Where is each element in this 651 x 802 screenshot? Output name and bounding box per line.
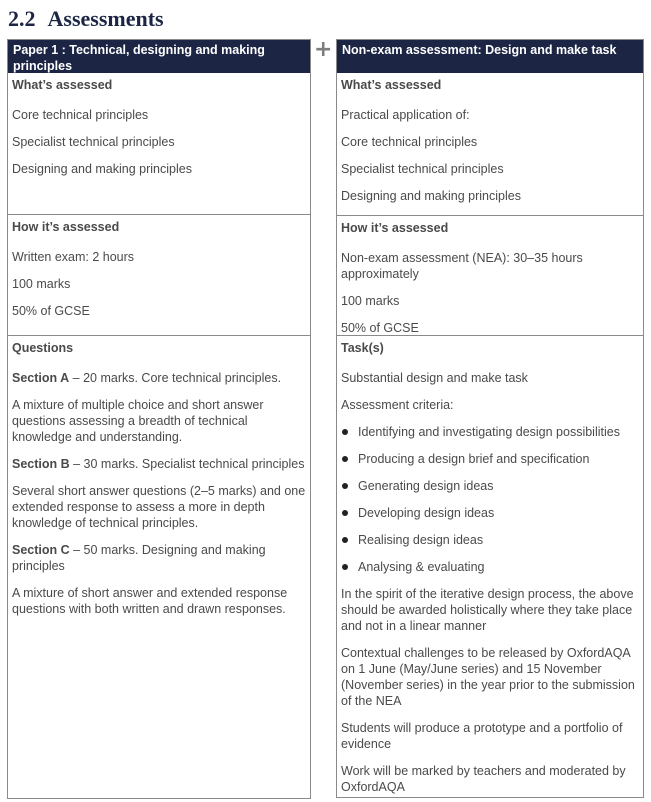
list-item: Designing and making principles xyxy=(12,162,192,176)
nea-how-assessed xyxy=(337,216,643,336)
section-title: How it’s assessed xyxy=(12,220,120,234)
criteria-item: Generating design ideas xyxy=(337,478,643,494)
section-b-text: – 30 marks. Specialist technical principles xyxy=(69,457,305,471)
section-a-desc: A mixture of multiple choice and short answer questions assessing a breadth of technical knowledge and understanding. xyxy=(12,398,264,444)
section-title: How it’s assessed xyxy=(341,221,449,235)
list-item: Core technical principles xyxy=(341,135,478,149)
section-number: 2.2 xyxy=(8,6,36,31)
paper1-header: Paper 1 : Technical, designing and making principles xyxy=(8,40,310,73)
list-item: Designing and making principles xyxy=(341,189,521,203)
paper1-questions xyxy=(8,336,310,617)
list-item: Specialist technical principles xyxy=(12,135,175,149)
criteria-item: Realising design ideas xyxy=(337,532,643,548)
nea-whats-assessed xyxy=(337,73,643,216)
task-note: In the spirit of the iterative design process, the above should be awarded holistically where they take place and not in a linear manner xyxy=(341,587,634,633)
section-title: What’s assessed xyxy=(12,78,113,92)
nea-header: Non-exam assessment: Design and make task xyxy=(337,40,643,73)
paper1-column xyxy=(7,39,311,799)
plus-icon: + xyxy=(314,37,333,62)
paper1-whats-assessed xyxy=(8,73,310,215)
section-c-line xyxy=(8,542,310,574)
section-b-desc: Several short answer questions (2–5 marks) and one extended response to assess a more in depth knowledge of technical principles. xyxy=(12,484,306,530)
list-item: 50% of GCSE xyxy=(341,321,419,335)
list-item: Practical application of: xyxy=(341,108,470,122)
list-item: 100 marks xyxy=(341,294,400,308)
task-note: Contextual challenges to be released by OxfordAQA on 1 June (May/June series) and 15 November (November series) in the year prior to the submission of the NEA xyxy=(341,646,635,708)
section-b-line xyxy=(8,456,310,472)
list-item: Non-exam assessment (NEA): 30–35 hours approximately xyxy=(341,251,583,281)
section-a-line xyxy=(8,370,310,386)
criteria-item: Producing a design brief and specification xyxy=(337,451,643,467)
task-note: Work will be marked by teachers and moderated by OxfordAQA xyxy=(341,764,626,794)
criteria-item: Identifying and investigating design possibilities xyxy=(337,424,643,440)
list-item: Specialist technical principles xyxy=(341,162,504,176)
nea-tasks xyxy=(337,336,643,795)
criteria-item: Developing design ideas xyxy=(337,505,643,521)
list-item: Written exam: 2 hours xyxy=(12,250,135,264)
section-c-text: – 50 marks. Designing and making principles xyxy=(12,543,266,573)
section-title: Questions xyxy=(12,341,74,355)
list-item: Core technical principles xyxy=(12,108,149,122)
section-c-label: Section C xyxy=(12,543,70,557)
section-b-label: Section B xyxy=(12,457,70,471)
list-item: 100 marks xyxy=(12,277,71,291)
task-note: Students will produce a prototype and a portfolio of evidence xyxy=(341,721,623,751)
paper1-how-assessed xyxy=(8,215,310,336)
task-intro: Substantial design and make task xyxy=(341,371,528,385)
section-title: What’s assessed xyxy=(341,78,442,92)
page-title xyxy=(8,6,164,32)
criteria-item: Analysing & evaluating xyxy=(337,559,643,575)
section-a-label: Section A xyxy=(12,371,70,385)
section-c-desc: A mixture of short answer and extended response questions with both written and drawn responses. xyxy=(12,586,288,616)
criteria-label: Assessment criteria: xyxy=(341,398,454,412)
section-heading: Assessments xyxy=(47,6,164,31)
list-item: 50% of GCSE xyxy=(12,304,90,318)
section-title: Task(s) xyxy=(341,341,384,355)
nea-column xyxy=(336,39,644,798)
section-a-text: – 20 marks. Core technical principles. xyxy=(69,371,282,385)
